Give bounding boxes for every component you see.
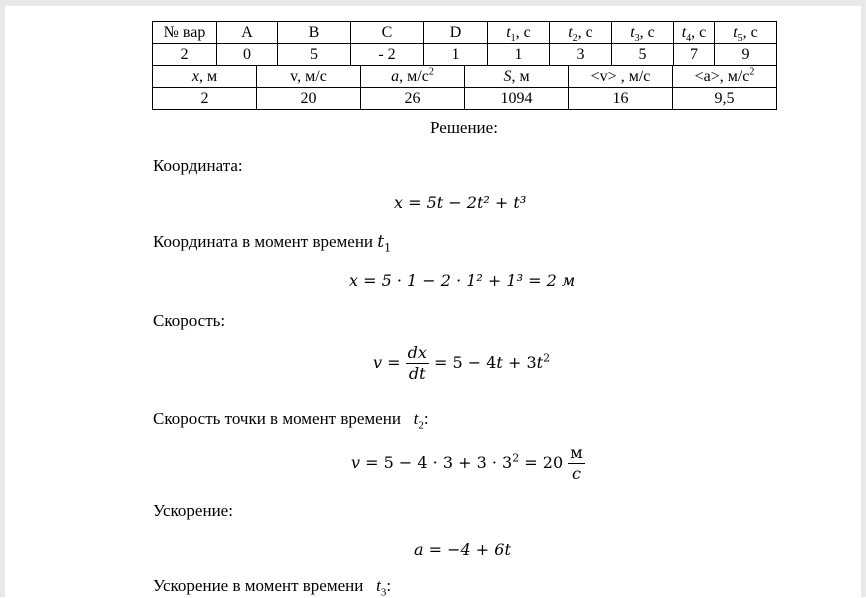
- cell-C-value: - 2: [350, 43, 423, 65]
- cell-t1-header: $t_1$, с: [487, 21, 549, 43]
- formula-speed: v = $\frac{dx}{dt}$ = $5 - 4t + 3t^2$: [373, 343, 551, 383]
- unit-fraction: $\frac{м}{c}$: [570, 443, 583, 483]
- derivative-fraction: $\frac{dx}{dt}$: [407, 343, 427, 383]
- formula-acceleration: a = −4 + 6t: [414, 540, 511, 559]
- cell-D-header: D: [423, 21, 487, 43]
- cell-aavg-value: 9,5: [672, 87, 776, 109]
- cell-v-header: v, м/с: [256, 65, 360, 87]
- cell-t3-header: $t_3$, с: [611, 21, 673, 43]
- cell-t2-value: 3: [549, 43, 611, 65]
- cell-t4-value: 7: [673, 43, 714, 65]
- cell-s-value: 1094: [464, 87, 568, 109]
- cell-A-header: A: [216, 21, 277, 43]
- cell-t5-value: 9: [714, 43, 776, 65]
- cell-t3-value: 5: [611, 43, 673, 65]
- cell-t4-header: $t_4$, с: [673, 21, 714, 43]
- speed-heading: Скорость:: [153, 311, 226, 330]
- cell-t5-header: $t_5$, с: [714, 21, 776, 43]
- formula-speed-at-t2: $v = 5 - 4 \cdot 3 + 3 \cdot 3^2 = 20$ $\frac{м}{c}$: [351, 443, 583, 483]
- formula-coordinate: [394, 193, 526, 212]
- cell-x-value: 2: [152, 87, 256, 109]
- cell-B-header: B: [277, 21, 350, 43]
- cell-x-header: x, м: [152, 65, 256, 87]
- solution-heading: Решение:: [430, 118, 498, 137]
- cell-v-value: 20: [256, 87, 360, 109]
- cell-a-header: a, $м/с^2$: [360, 65, 464, 87]
- coordinate-heading: Координата:: [153, 156, 243, 175]
- table-row-4: [152, 87, 776, 109]
- viewer-right-frame: [861, 0, 866, 597]
- cell-aavg-header: <a>, $м/с^2$: [672, 65, 776, 87]
- cell-t2-header: $t_2$, с: [549, 21, 611, 43]
- cell-a-value: 26: [360, 87, 464, 109]
- table-row-2: [152, 43, 776, 65]
- formula-coordinate-at-t1: x = 5 · 1 − 2 · 1² + 1³ = 2 м: [349, 271, 576, 290]
- cell-variant-header: № вар: [152, 21, 216, 43]
- cell-vavg-value: 16: [568, 87, 672, 109]
- cell-s-header: S, м: [464, 65, 568, 87]
- cell-A-value: 0: [216, 43, 277, 65]
- formula-text: x = 5t − 2t² + t³: [394, 193, 527, 212]
- cell-D-value: 1: [423, 43, 487, 65]
- cell-variant-value: 2: [152, 43, 216, 65]
- cell-t1-value: 1: [487, 43, 549, 65]
- speed-at-time-heading: Скорость точки в момент времени $t_2$:: [153, 409, 429, 432]
- cell-vavg-header: <v> , м/с: [568, 65, 672, 87]
- acceleration-heading: Ускорение:: [153, 501, 233, 520]
- table-row-3: [152, 65, 776, 87]
- coordinate-at-time-heading: Координата в момент времени $t_1$: [153, 232, 392, 255]
- cell-C-header: C: [350, 21, 423, 43]
- table-bottom-border: [152, 109, 777, 110]
- table-right-border: [776, 21, 777, 110]
- acceleration-at-time-heading: Ускорение в момент времени $t_3$:: [153, 576, 392, 598]
- cell-B-value: 5: [277, 43, 350, 65]
- table-row-1: [152, 21, 776, 43]
